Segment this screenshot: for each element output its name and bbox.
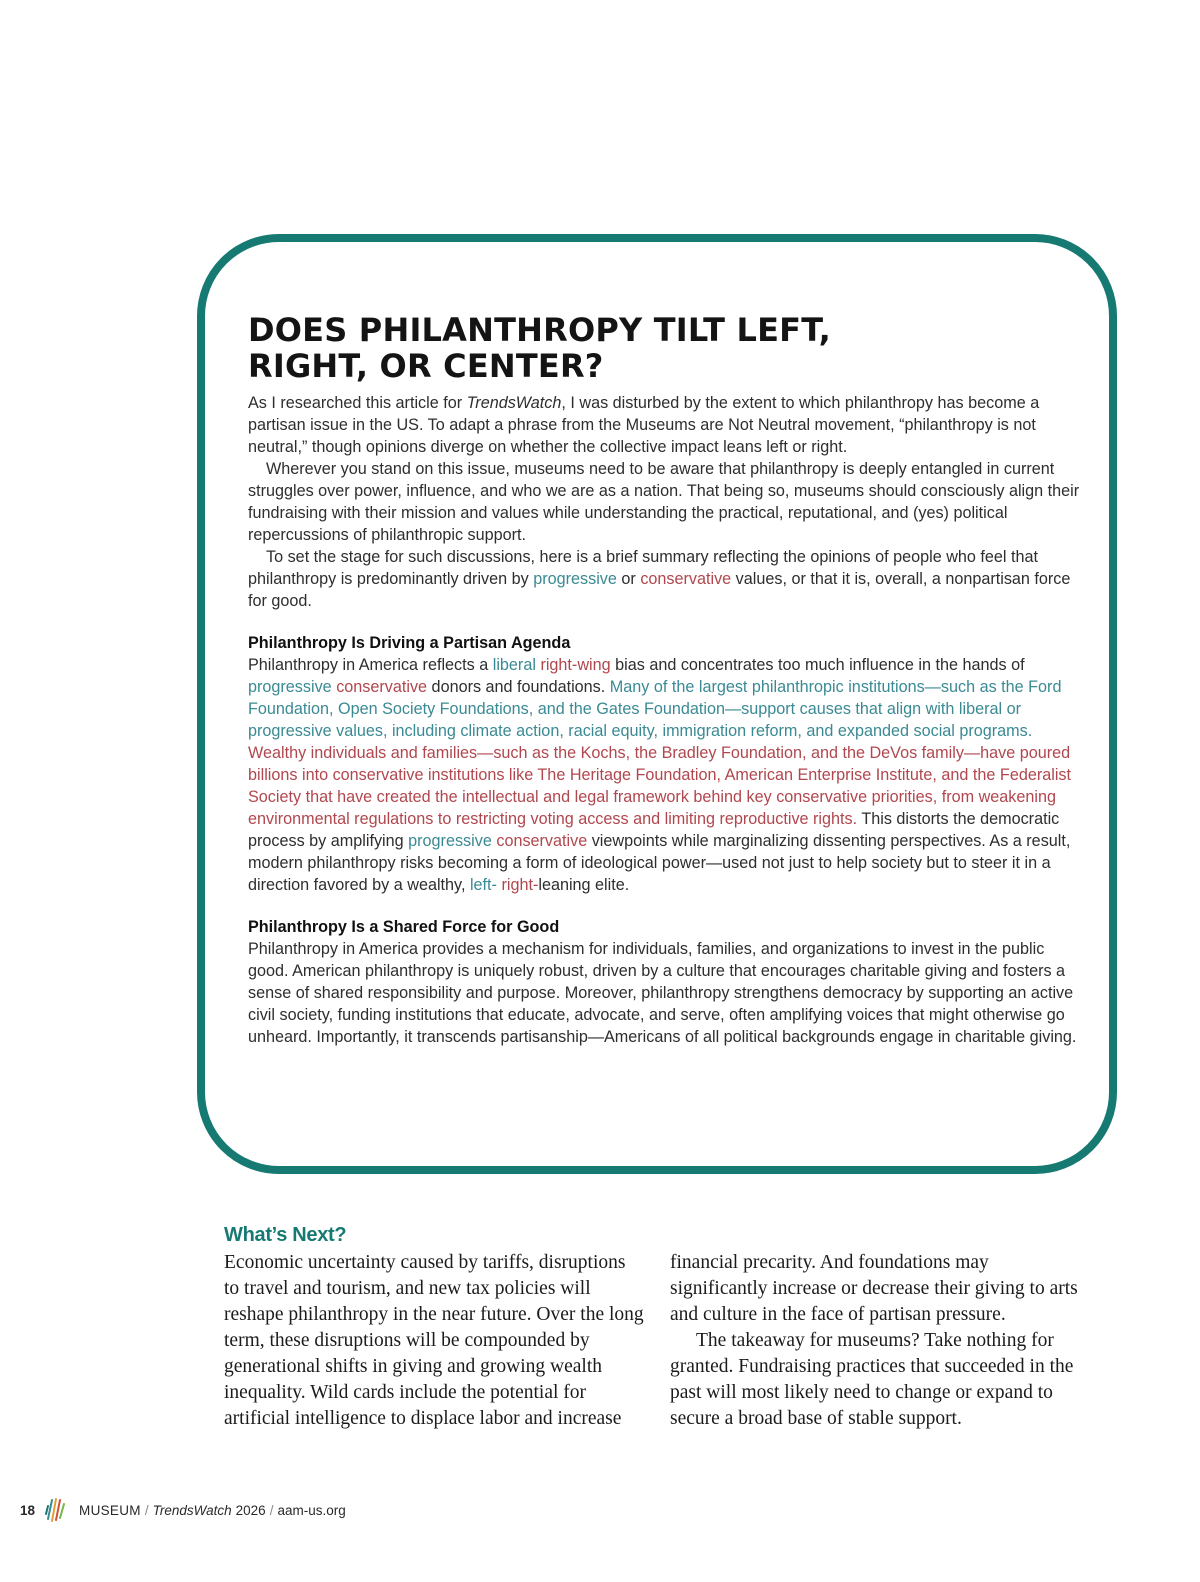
conservative-term: right- <box>501 876 539 894</box>
publication-year: 2026 <box>235 1502 266 1518</box>
intro-paragraph-2: Wherever you stand on this issue, museums need to be aware that philanthropy is deeply entangled in current struggles over power, influence, and who we are as a nation. That being so, museums should consciously align their fundraising with their mission and values while understanding the practical, reputational, and (yes) political repercussions of philanthropic support. <box>248 460 1080 544</box>
intro-text: To set the stage for such discussions, here is a brief summary reflecting the opinions of people who feel that philanthropy is predominantly driven by <box>248 548 1039 588</box>
section-shared-good <box>248 916 1088 1048</box>
section-heading: Philanthropy Is Driving a Partisan Agenda <box>248 634 571 652</box>
footer-separator: / <box>269 1502 274 1518</box>
section-body <box>248 654 1088 896</box>
column-paragraph: financial precarity. And foundations may significantly increase or decrease their giving to arts and culture in the face of partisan pressure. <box>670 1252 1078 1325</box>
page-footer <box>20 1498 346 1522</box>
conservative-term: right-wing <box>540 656 611 674</box>
conservative-term: conservative <box>336 678 428 696</box>
aam-logo-icon <box>45 1497 67 1523</box>
body-text: donors and foundations. <box>427 678 610 696</box>
body-column-1 <box>224 1250 644 1432</box>
section-body: Philanthropy in America provides a mechanism for individuals, families, and organizations to invest in the public good. American philanthropy is uniquely robust, driven by a culture that encourages charitable giving and fosters a sense of shared responsibility and purpose. Moreover, philanthropy strengthens democracy by supporting an active civil society, funding institutions that educate, advocate, and serve, often amplifying voices that might otherwise go unheard. Importantly, it transcends partisanship—Americans of all political backgrounds engage in charitable giving. <box>248 940 1077 1046</box>
body-column-2 <box>670 1250 1090 1432</box>
intro-text: As I researched this article for <box>248 394 467 412</box>
title-line-1: DOES PHILANTHROPY TILT LEFT, <box>248 311 832 349</box>
section-partisan-agenda <box>248 632 1088 896</box>
footer-separator: / <box>144 1502 149 1518</box>
intro-text: values, or that it is, overall, a nonpartisan force for good. <box>248 570 1071 610</box>
progressive-term: progressive <box>533 570 617 588</box>
column-paragraph: The takeaway for museums? Take nothing for granted. Fundraising practices that succeeded in the past will most likely need to change or expand to secure a broad base of stable support. <box>670 1330 1074 1429</box>
magazine-name: MUSEUM <box>79 1502 141 1518</box>
intro-paragraph-3 <box>248 546 1088 612</box>
intro-text: or <box>616 570 641 588</box>
intro-text: , I was disturbed by the extent to which philanthropy has become a partisan issue in the US. To adapt a phrase from the Museums are Not Neutral movement, “philanthropy is not neutral,” though opinions diverge on whether the collective impact leans left or right. <box>248 394 1040 456</box>
page-number: 18 <box>20 1502 36 1518</box>
progressive-term: liberal <box>492 656 536 674</box>
conservative-passage: Wealthy individuals and families—such as the Kochs, the Bradley Foundation, and the DeVos family—have poured billions into conservative institutions like The Heritage Foundation, American Enterprise Institute, and the Federalist Society that have created the intellectual and legal framework behind key conservative priorities, from weakening environmental regulations to restricting voting access and limiting reproductive rights. <box>248 744 1072 828</box>
sidebar-title <box>248 312 1088 384</box>
body-text: bias and concentrates too much influence in the hands of <box>610 656 1025 674</box>
progressive-term: left- <box>469 876 497 894</box>
footer-url[interactable]: aam-us.org <box>277 1502 346 1518</box>
publication-name: TrendsWatch <box>152 1502 232 1518</box>
body-text: leaning elite. <box>538 876 630 894</box>
progressive-passage: Many of the largest philanthropic institutions—such as the Ford Foundation, Open Society Foundations, and the Gates Foundation—support causes that align with liberal or progressive values, including climate action, racial equity, immigration reform, and expanded social programs. <box>248 678 1062 740</box>
section-heading: Philanthropy Is a Shared Force for Good <box>248 918 560 936</box>
sidebar-content <box>248 312 1088 1048</box>
title-line-2: RIGHT, OR CENTER? <box>248 347 604 385</box>
body-text: Philanthropy in America reflects a <box>248 656 493 674</box>
conservative-term: conservative <box>496 832 588 850</box>
whats-next-heading: What’s Next? <box>224 1224 347 1246</box>
conservative-term: conservative <box>640 570 732 588</box>
body-text: viewpoints while marginalizing dissenting perspectives. As a result, modern philanthropy risks becoming a form of ideological power—used not just to help society but to steer it in a direction favored by a wealthy, <box>248 832 1071 894</box>
column-paragraph: Economic uncertainty caused by tariffs, disruptions to travel and tourism, and new tax policies will reshape philanthropy in the near future. Over the long term, these disruptions will be compounded by generational shifts in giving and growing wealth inequality. Wild cards include the potential for artificial intelligence to displace labor and increase <box>224 1252 644 1429</box>
intro-paragraph-1 <box>248 392 1088 458</box>
progressive-term: progressive <box>248 678 332 696</box>
body-text: This distorts the democratic process by amplifying <box>248 810 1060 850</box>
publication-title: TrendsWatch <box>466 394 562 412</box>
progressive-term: progressive <box>408 832 492 850</box>
